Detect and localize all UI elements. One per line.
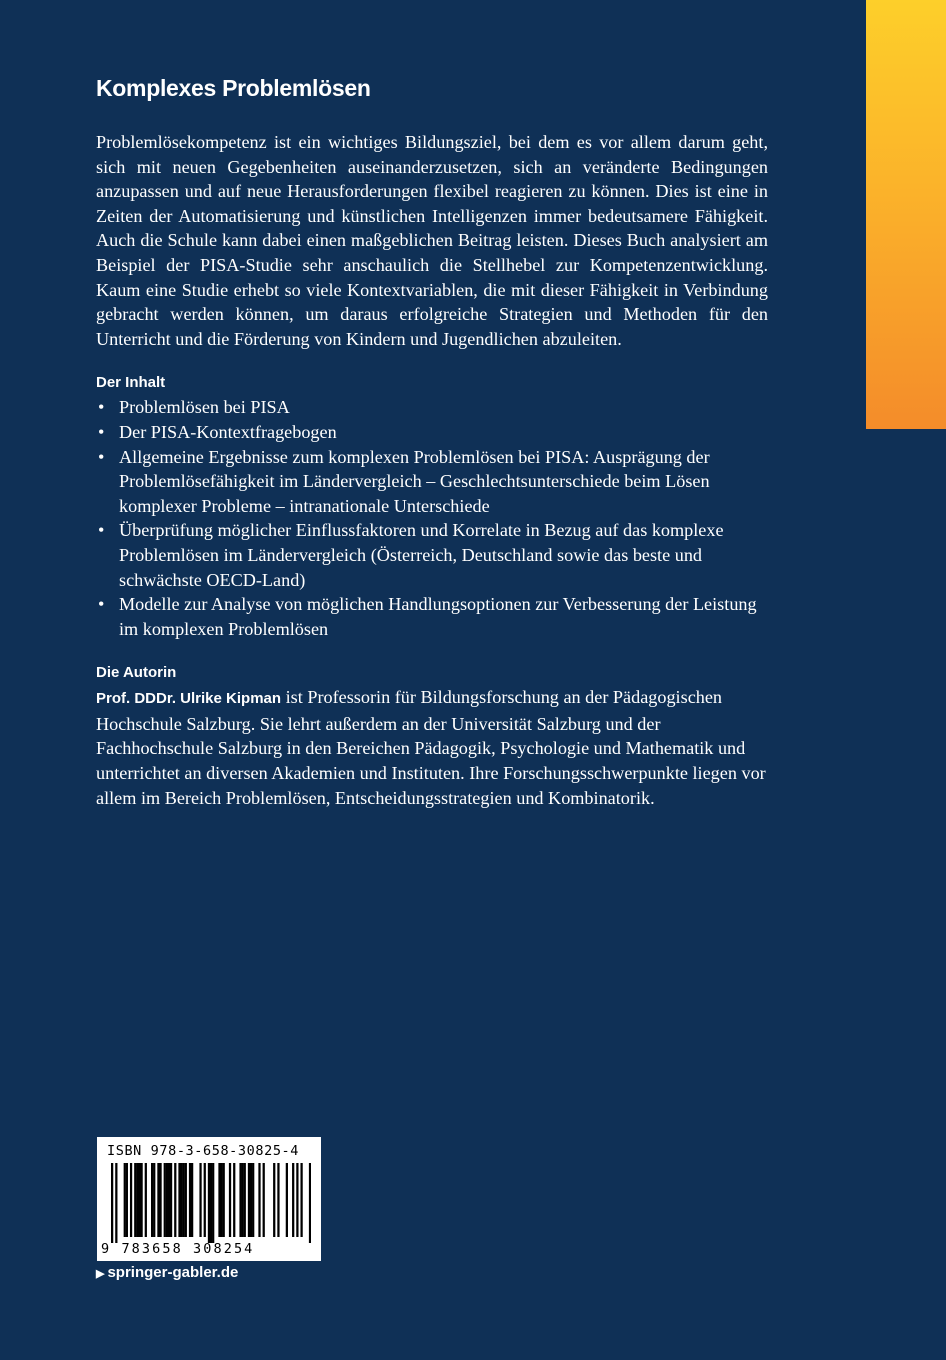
barcode-bar [126,1163,128,1237]
barcode-bar [248,1163,250,1237]
contents-list [96,395,768,641]
list-item-text: Allgemeine Ergebnisse zum komplexen Problemlösen bei PISA: Ausprägung der Problemlösefähigkeit im Ländervergleich – Geschlechtsunterschiede beim Lösen komplexer Probleme – intranationale Unterschiede [119,446,710,516]
barcode-digits: 9 783658 308254 [101,1241,255,1257]
list-item-text: Modelle zur Analyse von möglichen Handlungsoptionen zur Verbesserung der Leistung im komplexen Problemlösen [119,594,757,639]
intro-paragraph: Problemlösekompetenz ist ein wichtiges Bildungsziel, bei dem es vor allem darum geht, sich mit neuen Gegebenheiten auseinanderzusetzen, sich an veränderte Bedingungen anzupassen und auf neue Herausforderungen flexibel reagieren zu können. Dies ist eine in Zeiten der Automatisierung und künstlichen Intelligenzen immer bedeutsamere Fähigkeit. Auch die Schule kann dabei einen maßgeblichen Beitrag leisten. Dieses Buch analysiert am Beispiel der PISA-Studie sehr anschaulich die Stellhebel zur Kompetenzentwicklung. Kaum eine Studie erhebt so viele Kontextvariablen, die mit dieser Fähigkeit in Verbindung gebracht werden können, um daraus erfolgreiche Strategien und Methoden für den Unterricht und die Förderung von Kindern und Jugendlichen abzuleiten. [96,132,768,349]
list-item-text: Der PISA-Kontextfragebogen [119,421,337,442]
barcode-bar [273,1163,275,1237]
author-bio: ist Professorin für Bildungsforschung an der Pädagogischen Hochschule Salzburg. Sie lehrt außerdem an der Universität Salzburg und der Fachhochschule Salzburg in den Bereichen Pädagogik, Psychologie und Mathematik und unterrichtet an diversen Akademien und Instituten. Ihre Forschungsschwerpunkte liegen vor allem im Bereich Problemlösen, Entscheidungsstrategien und Kombinatorik. [96,687,766,808]
barcode-bar [134,1163,136,1237]
isbn-barcode [97,1137,321,1261]
barcode-bar [130,1163,132,1237]
barcode-bar [258,1163,260,1237]
barcode-bar [138,1163,140,1237]
author-heading: Die Autorin [96,664,177,682]
barcode-bar [157,1163,159,1237]
contents-section [96,371,768,641]
barcode-bar [204,1163,206,1237]
barcode-bar [174,1163,176,1237]
barcode-bar [208,1163,210,1243]
bullet-icon: • [98,397,105,418]
isbn-label: ISBN 978-3-658-30825-4 [107,1143,300,1159]
barcode-bar [115,1163,117,1243]
bullet-icon: • [98,520,105,541]
list-item-text: Überprüfung möglicher Einflussfaktoren und Korrelate in Bezug auf das komplexe Problemlösen im Ländervergleich (Österreich, Deutschland sowie das beste und schwächste OECD-Land) [119,520,724,590]
barcode-bar [178,1163,180,1237]
barcode-bar [309,1163,311,1243]
list-item [96,445,768,519]
barcode-bar [218,1163,220,1237]
bullet-icon: • [98,594,105,615]
barcode-bar [153,1163,155,1237]
barcode-bar [300,1163,302,1237]
website-text: springer-gabler.de [107,1264,239,1281]
publisher-website[interactable] [96,1264,238,1281]
triangle-right-icon: ▶ [96,1268,105,1280]
barcode-bar [223,1163,225,1237]
barcode-bar [159,1163,161,1237]
barcode-bar [168,1163,170,1237]
barcode-bar [296,1163,298,1237]
barcode-bar [124,1163,126,1237]
barcode-bar [151,1163,153,1237]
barcode-bar [166,1163,168,1237]
bullet-icon: • [98,446,105,467]
barcode-bar [111,1163,113,1243]
book-title: Komplexes Problemlösen [96,75,371,101]
barcode-bar [239,1163,241,1237]
list-item [96,420,768,445]
barcode-bar [191,1163,193,1237]
barcode-bar [185,1163,187,1237]
bullet-icon: • [98,421,105,442]
list-item [96,592,768,641]
barcode-bar [136,1163,138,1237]
barcode-bar [286,1163,288,1237]
barcode-bar [263,1163,265,1237]
barcode-bar [183,1163,185,1237]
barcode-bar [180,1163,182,1237]
author-name: Prof. DDDr. Ulrike Kipman [96,690,282,708]
barcode-bar [212,1163,214,1243]
barcode-bar [170,1163,172,1237]
barcode-bar [210,1163,212,1243]
back-cover-text [96,70,768,810]
barcode-bar [250,1163,252,1237]
list-item-text: Problemlösen bei PISA [119,397,290,418]
barcode-bar [229,1163,231,1237]
barcode-bar [233,1163,235,1237]
barcode-bar [145,1163,147,1237]
author-paragraph [96,685,768,810]
barcode-bar [140,1163,142,1237]
list-item [96,395,768,420]
barcode-bar [242,1163,244,1237]
orange-accent-bar [866,0,946,429]
barcode-bar [164,1163,166,1237]
list-item [96,518,768,592]
barcode-bar [220,1163,222,1237]
barcode-bar [199,1163,201,1237]
contents-heading: Der Inhalt [96,374,166,392]
barcode-bar [252,1163,254,1237]
barcode-bar [292,1163,294,1237]
barcode-bar [189,1163,191,1237]
barcode-bars [111,1163,311,1243]
barcode-bar [244,1163,246,1237]
author-section [96,661,768,810]
barcode-bar [277,1163,279,1237]
